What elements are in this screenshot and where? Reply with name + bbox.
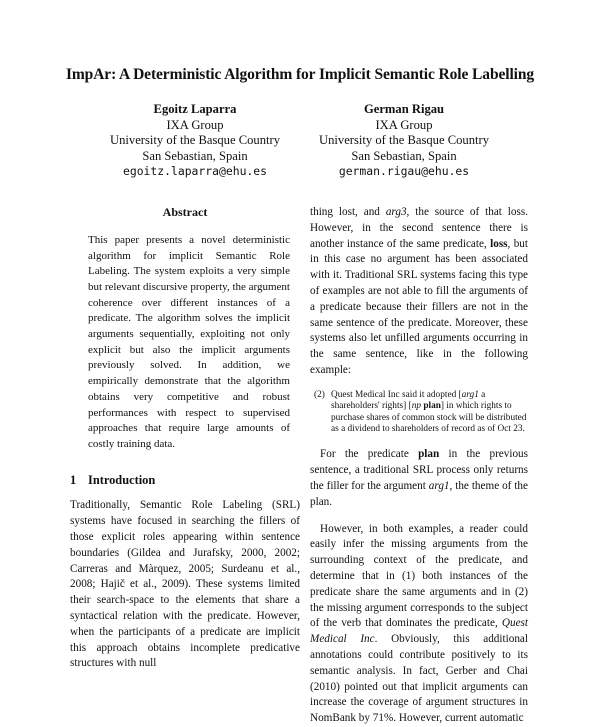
section-title-text: Introduction	[88, 472, 156, 487]
introduction-paragraph: Traditionally, Semantic Role Labeling (SRL) systems have focused in searching the fillers of those explicit roles appearing within sentence boundaries (Gildea and Jurafsky, 2000, 2002; Carreras and Màrquez, 2005; Surdeanu et al., 2008; Hajič et al., 2009). These systems limited their search-space to the elements that share a syntactical relation with the predicate. However, when the participants of a predicate are implicit this approach obtains incomplete predicative structures with null	[70, 499, 300, 670]
right-column	[310, 205, 528, 727]
paragraph: For the predicate plan in the previous sentence, a traditional SRL process only returns the filler for the argument arg1, the theme of the plan.	[310, 448, 528, 508]
author-block-1	[75, 102, 315, 180]
abstract-heading: Abstract	[162, 205, 208, 219]
section-heading-introduction	[70, 473, 300, 489]
paragraph: However, in both examples, a reader could easily infer the missing arguments from the surrounding context of the predicate, and determine that in (1) both instances of the predicate share the same arguments and in (2) the missing argument corresponds to the subject of the verb that dominates the predicate, Quest Medical Inc. Obviously, this additional annotations could contribute positively to its semantic analysis. In fact, Gerber and Chai (2010) pointed out that implicit arguments can increase the coverage of argument structures in NomBank by 71%. However, current automatic	[310, 522, 528, 725]
author-name: Egoitz Laparra	[153, 102, 237, 116]
author-name: German Rigau	[363, 102, 445, 116]
example-2: (2) Quest Medical Inc said it adopted [arg1 a shareholders' rights] [np plan] in which rights to purchase shares of common stock will be distributed as a dividend to shareholders of record as of Oct 23.	[314, 389, 527, 434]
arg3-term: arg3	[385, 206, 407, 218]
author-block-2	[284, 102, 524, 180]
paragraph: thing lost, and arg3, the source of that loss. However, in the second sentence there is another instance of the same predicate, loss, but in this case no argument has been associated with it. Traditional SRL systems facing this type of examples are not able to fill the arguments of a predicate because their fillers are not in the same sentence of the predicate. Moreover, these systems also let unfilled arguments occurring in the same sentence, like in the following example:	[310, 206, 528, 376]
author-university: University of the Basque Country	[110, 133, 280, 148]
author-city: San Sebastian, Spain	[351, 148, 457, 163]
section-number: 1	[70, 472, 77, 487]
example-number: (2)	[314, 389, 325, 400]
author-group: IXA Group	[166, 117, 224, 132]
left-column	[70, 205, 300, 672]
paper-title: ImpAr: A Deterministic Algorithm for Implicit Semantic Role Labelling	[65, 66, 535, 83]
author-group: IXA Group	[375, 117, 433, 132]
author-email: german.rigau@ehu.es	[338, 164, 470, 179]
abstract-text: This paper presents a novel deterministic algorithm for implicit Semantic Role Labeling. The system exploits a very simple but relevant discursive property, the argument coherence over different instances of a predicate. The algorithm solves the implicit arguments sequentially, exploiting not only explicit but also the implicit arguments previously solved. In addition, we empirically demonstrate that the algorithm obtains very competitive and robust performances with respect to supervised approaches that require large amounts of costly training data.	[88, 233, 290, 450]
author-university: University of the Basque Country	[319, 133, 489, 148]
author-city: San Sebastian, Spain	[142, 148, 248, 163]
loss-term: loss	[490, 237, 508, 250]
author-email: egoitz.laparra@ehu.es	[122, 164, 267, 179]
